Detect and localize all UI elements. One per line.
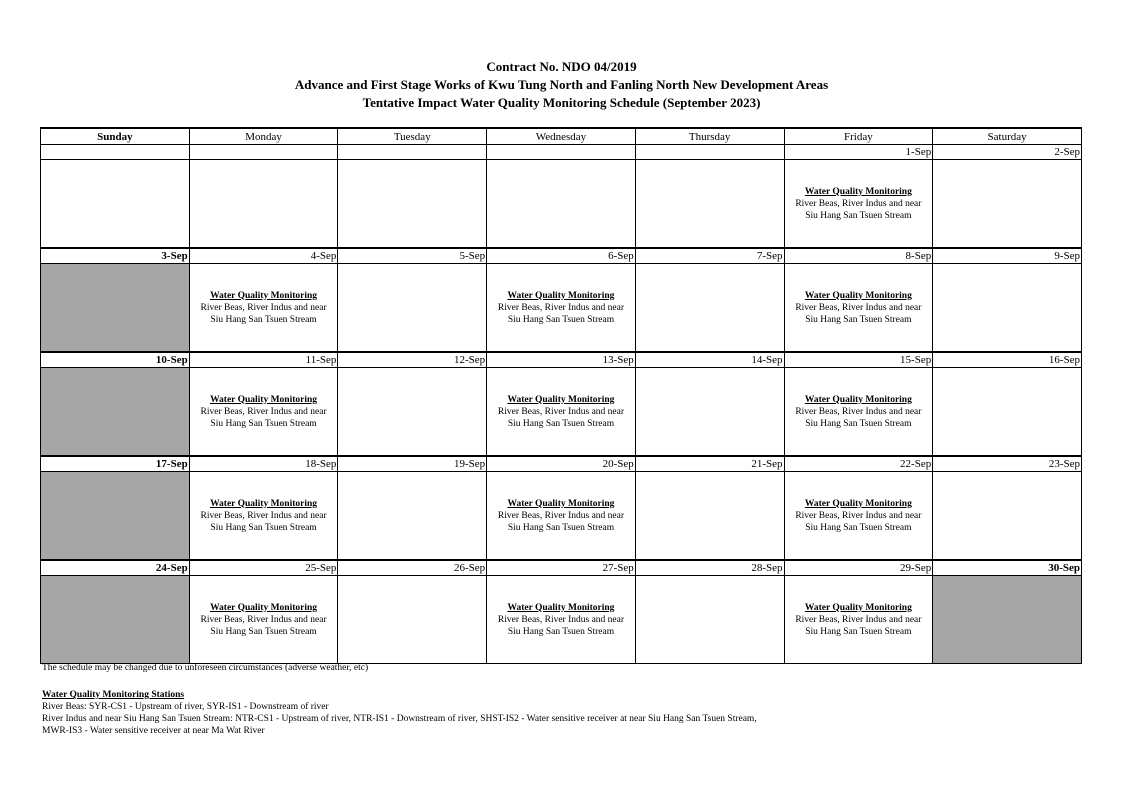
event-location-line: River Beas, River Indus and near bbox=[497, 614, 625, 625]
schedule-title: Tentative Impact Water Quality Monitoring Schedule (September 2023) bbox=[362, 95, 761, 110]
weekday-wednesday: Wednesday bbox=[487, 128, 636, 145]
event-location-line: Siu Hang San Tsuen Stream bbox=[507, 626, 615, 637]
monitoring-event bbox=[785, 498, 933, 534]
event-title: Water Quality Monitoring bbox=[507, 498, 615, 509]
event-location-line: River Beas, River Indus and near bbox=[200, 406, 327, 417]
event-location-line: Siu Hang San Tsuen Stream bbox=[507, 522, 615, 533]
weekday-monday: Monday bbox=[189, 128, 338, 145]
date-cell: 27-Sep bbox=[487, 560, 636, 576]
legend-line: River Indus and near Siu Hang San Tsuen Stream: NTR-CS1 - Upstream of river, NTR-IS1 - Downstream of river, SHST-IS2 - Water sensitive receiver at near Siu Hang San Tsuen Stream, bbox=[42, 714, 757, 724]
date-cell bbox=[189, 145, 338, 160]
calendar-table bbox=[40, 127, 1082, 664]
event-location-line: Siu Hang San Tsuen Stream bbox=[507, 418, 615, 429]
event-location-line: Siu Hang San Tsuen Stream bbox=[805, 314, 912, 325]
event-title: Water Quality Monitoring bbox=[804, 602, 912, 613]
weekday-saturday: Saturday bbox=[933, 128, 1082, 145]
date-cell: 20-Sep bbox=[487, 456, 636, 472]
monitoring-event bbox=[785, 602, 933, 638]
day-cell bbox=[784, 264, 933, 353]
date-cell: 11-Sep bbox=[189, 352, 338, 368]
event-title: Water Quality Monitoring bbox=[804, 290, 912, 301]
day-cell bbox=[933, 576, 1082, 664]
event-location-line: River Beas, River Indus and near bbox=[795, 406, 922, 417]
event-location-line: River Beas, River Indus and near bbox=[497, 510, 625, 521]
date-cell: 14-Sep bbox=[635, 352, 784, 368]
day-cell bbox=[189, 576, 338, 664]
day-body-row bbox=[41, 576, 1082, 664]
day-cell bbox=[784, 368, 933, 457]
monitoring-event bbox=[487, 498, 635, 534]
event-location-line: Siu Hang San Tsuen Stream bbox=[210, 626, 317, 637]
event-location-line: Siu Hang San Tsuen Stream bbox=[805, 522, 912, 533]
monitoring-event bbox=[190, 394, 338, 430]
event-title: Water Quality Monitoring bbox=[210, 498, 318, 509]
date-row bbox=[41, 248, 1082, 264]
monitoring-event bbox=[487, 290, 635, 326]
date-cell: 16-Sep bbox=[933, 352, 1082, 368]
event-location-line: Siu Hang San Tsuen Stream bbox=[210, 418, 317, 429]
day-cell bbox=[41, 368, 190, 457]
calendar-body bbox=[41, 145, 1082, 664]
event-location-line: River Beas, River Indus and near bbox=[497, 302, 625, 313]
event-location-line: River Beas, River Indus and near bbox=[795, 614, 922, 625]
date-cell: 3-Sep bbox=[41, 248, 190, 264]
day-body-row bbox=[41, 368, 1082, 457]
event-title: Water Quality Monitoring bbox=[210, 602, 318, 613]
day-cell bbox=[635, 576, 784, 664]
weekday-tuesday: Tuesday bbox=[338, 128, 487, 145]
day-cell bbox=[635, 472, 784, 561]
date-cell bbox=[338, 145, 487, 160]
date-row bbox=[41, 456, 1082, 472]
date-cell: 8-Sep bbox=[784, 248, 933, 264]
event-title: Water Quality Monitoring bbox=[210, 394, 318, 405]
date-cell: 1-Sep bbox=[784, 145, 933, 160]
monitoring-event bbox=[190, 602, 338, 638]
monitoring-event bbox=[785, 394, 933, 430]
event-location-line: River Beas, River Indus and near bbox=[795, 510, 922, 521]
date-cell: 10-Sep bbox=[41, 352, 190, 368]
day-cell bbox=[338, 472, 487, 561]
date-cell: 5-Sep bbox=[338, 248, 487, 264]
event-title: Water Quality Monitoring bbox=[804, 186, 912, 197]
day-cell bbox=[933, 368, 1082, 457]
day-cell bbox=[635, 160, 784, 249]
event-location-line: River Beas, River Indus and near bbox=[200, 510, 327, 521]
date-cell: 28-Sep bbox=[635, 560, 784, 576]
event-title: Water Quality Monitoring bbox=[507, 394, 615, 405]
day-cell bbox=[487, 472, 636, 561]
monitoring-event bbox=[190, 498, 338, 534]
legend-heading: Water Quality Monitoring Stations bbox=[42, 690, 185, 700]
date-cell: 17-Sep bbox=[41, 456, 190, 472]
event-location-line: River Beas, River Indus and near bbox=[795, 198, 922, 209]
date-cell: 21-Sep bbox=[635, 456, 784, 472]
day-cell bbox=[338, 368, 487, 457]
date-cell: 15-Sep bbox=[784, 352, 933, 368]
date-cell bbox=[635, 145, 784, 160]
event-location-line: Siu Hang San Tsuen Stream bbox=[805, 210, 912, 221]
legend-line: River Beas: SYR-CS1 - Upstream of river, SYR-IS1 - Downstream of river bbox=[42, 702, 329, 712]
contract-number: Contract No. NDO 04/2019 bbox=[486, 59, 637, 74]
day-cell bbox=[487, 160, 636, 249]
day-body-row bbox=[41, 264, 1082, 353]
date-cell: 23-Sep bbox=[933, 456, 1082, 472]
day-cell bbox=[338, 160, 487, 249]
day-cell bbox=[338, 576, 487, 664]
day-cell bbox=[487, 576, 636, 664]
day-body-row bbox=[41, 160, 1082, 249]
event-location-line: Siu Hang San Tsuen Stream bbox=[507, 314, 615, 325]
project-title: Advance and First Stage Works of Kwu Tung North and Fanling North New Development Areas bbox=[294, 77, 829, 92]
weekday-header-row bbox=[41, 128, 1082, 145]
date-row bbox=[41, 352, 1082, 368]
event-title: Water Quality Monitoring bbox=[507, 290, 615, 301]
day-cell bbox=[784, 576, 933, 664]
date-row bbox=[41, 560, 1082, 576]
monitoring-event bbox=[785, 186, 933, 222]
day-cell bbox=[189, 264, 338, 353]
day-cell bbox=[41, 160, 190, 249]
day-cell bbox=[784, 160, 933, 249]
stations-legend bbox=[42, 689, 757, 737]
event-location-line: River Beas, River Indus and near bbox=[200, 302, 327, 313]
weekday-friday: Friday bbox=[784, 128, 933, 145]
day-cell bbox=[635, 368, 784, 457]
date-cell: 29-Sep bbox=[784, 560, 933, 576]
day-cell bbox=[41, 472, 190, 561]
date-cell: 12-Sep bbox=[338, 352, 487, 368]
day-body-row bbox=[41, 472, 1082, 561]
day-cell bbox=[189, 472, 338, 561]
date-cell bbox=[41, 145, 190, 160]
date-cell: 18-Sep bbox=[189, 456, 338, 472]
weekday-thursday: Thursday bbox=[635, 128, 784, 145]
date-cell: 13-Sep bbox=[487, 352, 636, 368]
event-location-line: River Beas, River Indus and near bbox=[497, 406, 625, 417]
day-cell bbox=[487, 264, 636, 353]
day-cell bbox=[933, 160, 1082, 249]
day-cell bbox=[189, 160, 338, 249]
date-cell: 24-Sep bbox=[41, 560, 190, 576]
monitoring-event bbox=[487, 602, 635, 638]
event-location-line: Siu Hang San Tsuen Stream bbox=[805, 626, 912, 637]
date-cell: 25-Sep bbox=[189, 560, 338, 576]
event-title: Water Quality Monitoring bbox=[210, 290, 318, 301]
event-title: Water Quality Monitoring bbox=[804, 394, 912, 405]
event-location-line: Siu Hang San Tsuen Stream bbox=[210, 522, 317, 533]
day-cell bbox=[189, 368, 338, 457]
date-cell bbox=[487, 145, 636, 160]
date-cell: 22-Sep bbox=[784, 456, 933, 472]
day-cell bbox=[784, 472, 933, 561]
document-header bbox=[0, 58, 1123, 112]
event-title: Water Quality Monitoring bbox=[507, 602, 615, 613]
event-title: Water Quality Monitoring bbox=[804, 498, 912, 509]
date-cell: 9-Sep bbox=[933, 248, 1082, 264]
day-cell bbox=[933, 264, 1082, 353]
monitoring-event bbox=[487, 394, 635, 430]
day-cell bbox=[338, 264, 487, 353]
date-cell: 30-Sep bbox=[933, 560, 1082, 576]
weekday-sunday: Sunday bbox=[41, 128, 190, 145]
monitoring-event bbox=[785, 290, 933, 326]
date-cell: 2-Sep bbox=[933, 145, 1082, 160]
event-location-line: Siu Hang San Tsuen Stream bbox=[805, 418, 912, 429]
event-location-line: Siu Hang San Tsuen Stream bbox=[210, 314, 317, 325]
date-cell: 4-Sep bbox=[189, 248, 338, 264]
event-location-line: River Beas, River Indus and near bbox=[795, 302, 922, 313]
date-cell: 7-Sep bbox=[635, 248, 784, 264]
date-cell: 6-Sep bbox=[487, 248, 636, 264]
day-cell bbox=[933, 472, 1082, 561]
legend-line: MWR-IS3 - Water sensitive receiver at near Ma Wat River bbox=[42, 726, 265, 736]
day-cell bbox=[41, 576, 190, 664]
day-cell bbox=[41, 264, 190, 353]
date-row bbox=[41, 145, 1082, 160]
date-cell: 19-Sep bbox=[338, 456, 487, 472]
day-cell bbox=[487, 368, 636, 457]
date-cell: 26-Sep bbox=[338, 560, 487, 576]
schedule-note: The schedule may be changed due to unforeseen circumstances (adverse weather, etc) bbox=[42, 663, 369, 673]
monitoring-event bbox=[190, 290, 338, 326]
event-location-line: River Beas, River Indus and near bbox=[200, 614, 327, 625]
day-cell bbox=[635, 264, 784, 353]
